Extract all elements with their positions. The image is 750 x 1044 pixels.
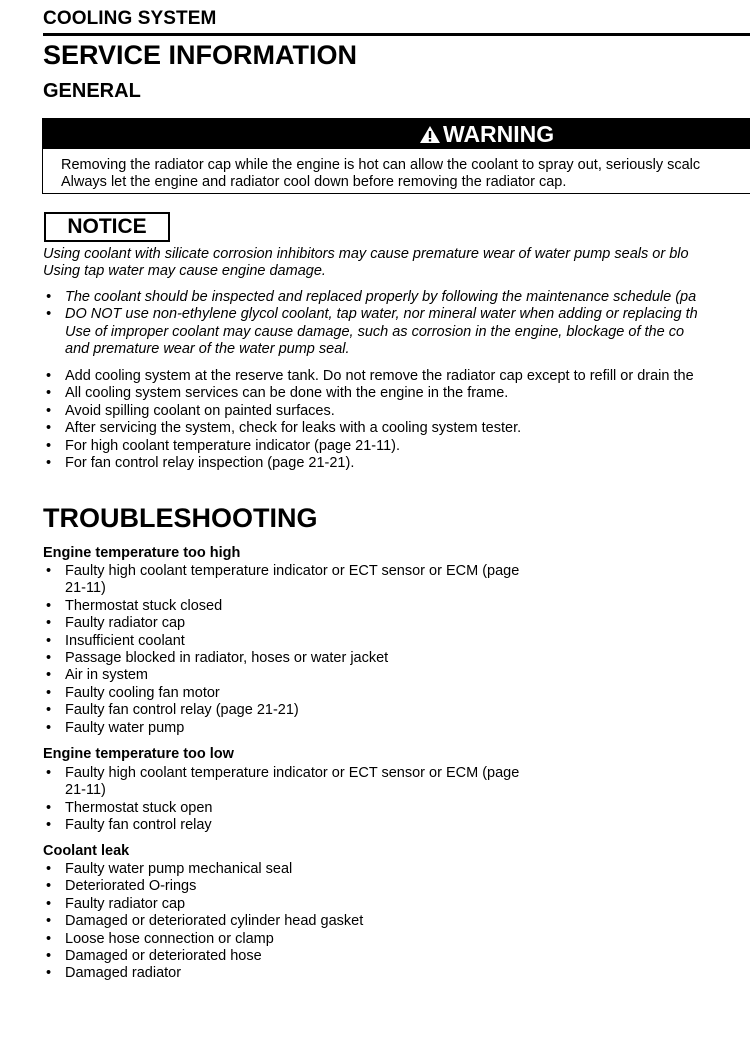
list-item: • All cooling system services can be done with the engine in the frame. — [43, 385, 694, 402]
warning-box — [42, 118, 750, 194]
general-notes-list — [43, 368, 694, 472]
list-item: • Faulty water pump — [43, 720, 519, 737]
notice-text — [43, 246, 689, 280]
symptom-heading: Engine temperature too high — [43, 545, 241, 561]
list-item: • Thermostat stuck open — [43, 800, 519, 817]
list-item: • Damaged or deteriorated hose — [43, 948, 363, 965]
symptom-causes-list — [43, 765, 519, 835]
list-item-line: Use of improper coolant may cause damage, such as corrosion in the engine, blockage of the co — [65, 323, 685, 340]
list-item: • Damaged or deteriorated cylinder head gasket — [43, 913, 363, 930]
list-item: • Faulty water pump mechanical seal — [43, 861, 363, 878]
section-title: COOLING SYSTEM — [43, 8, 217, 29]
list-item: • Thermostat stuck closed — [43, 598, 519, 615]
list-item: • For high coolant temperature indicator (page 21-11). — [43, 438, 694, 455]
symptom-causes-list — [43, 861, 363, 983]
symptom-causes-list — [43, 563, 519, 737]
warning-text — [61, 157, 700, 191]
list-item-line: • DO NOT use non-ethylene glycol coolant, tap water, nor mineral water when adding or replacing th — [65, 306, 698, 323]
list-item: • Insufficient coolant — [43, 633, 519, 650]
warning-title — [419, 121, 554, 148]
list-item: • Air in system — [43, 667, 519, 684]
notice-label: NOTICE — [44, 212, 170, 242]
list-item: • Passage blocked in radiator, hoses or water jacket — [43, 650, 519, 667]
list-item — [43, 306, 698, 358]
general-heading: GENERAL — [43, 80, 141, 102]
list-item — [43, 765, 519, 800]
warning-line: Always let the engine and radiator cool down before removing the radiator cap. — [61, 174, 567, 190]
coolant-notes-list — [43, 289, 698, 359]
list-item-line: 21-11) — [65, 782, 106, 799]
list-item: • Deteriorated O-rings — [43, 878, 363, 895]
list-item-line: 21-11) — [65, 580, 106, 597]
list-item: • Damaged radiator — [43, 965, 363, 982]
list-item: • Avoid spilling coolant on painted surfaces. — [43, 403, 694, 420]
list-item: • For fan control relay inspection (page 21-21). — [43, 455, 694, 472]
list-item: • After servicing the system, check for leaks with a cooling system tester. — [43, 420, 694, 437]
list-item: • Faulty fan control relay — [43, 817, 519, 834]
notice-line: Using coolant with silicate corrosion inhibitors may cause premature wear of water pump seals or blo — [43, 246, 689, 262]
warning-label: WARNING — [443, 121, 555, 147]
list-item: • Loose hose connection or clamp — [43, 931, 363, 948]
warning-line: Removing the radiator cap while the engine is hot can allow the coolant to spray out, seriously scalc — [61, 157, 701, 173]
list-item: • Add cooling system at the reserve tank. Do not remove the radiator cap except to refill or drain the — [43, 368, 694, 385]
service-information-heading: SERVICE INFORMATION — [43, 40, 358, 70]
troubleshooting-heading: TROUBLESHOOTING — [43, 503, 318, 533]
list-item: • Faulty cooling fan motor — [43, 685, 519, 702]
list-item-line: • Faulty high coolant temperature indicator or ECT sensor or ECM (page — [65, 563, 520, 579]
notice-line: Using tap water may cause engine damage. — [43, 263, 326, 279]
list-item-line: and premature wear of the water pump seal. — [65, 341, 350, 358]
warning-bar — [43, 119, 750, 149]
symptom-heading: Coolant leak — [43, 843, 130, 859]
list-item: • Faulty radiator cap — [43, 896, 363, 913]
list-item-line: • Faulty high coolant temperature indicator or ECT sensor or ECM (page — [65, 765, 520, 781]
list-item — [43, 563, 519, 598]
list-item — [43, 289, 698, 306]
header-rule — [43, 33, 750, 36]
list-item-line: • The coolant should be inspected and replaced properly by following the maintenance schedule (pa — [65, 289, 697, 305]
warning-triangle-icon — [419, 125, 441, 144]
list-item: • Faulty fan control relay (page 21-21) — [43, 702, 519, 719]
symptom-heading: Engine temperature too low — [43, 746, 234, 762]
list-item: • Faulty radiator cap — [43, 615, 519, 632]
